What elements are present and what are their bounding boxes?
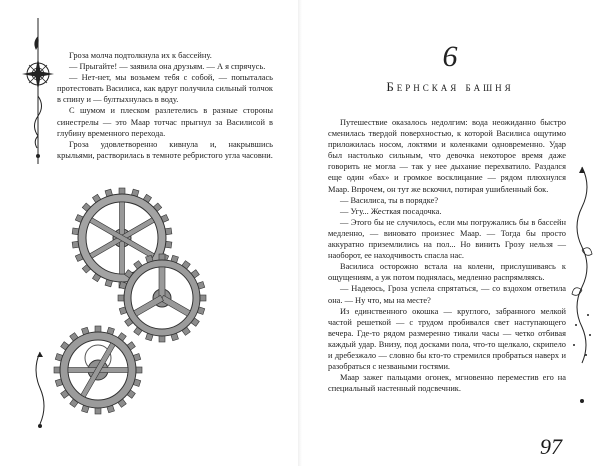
paragraph: — Нет-нет, мы возьмем тебя с собой, — попыталась протестовать Василиса, как вдруг получила сильный толчок в спину и — бултыхнулась в воду. — [57, 73, 273, 105]
paragraph: — Надеюсь, Гроза успела спрятаться, — со вздохом ответила она. — Ну что, мы на месте? — [328, 284, 566, 305]
page-number: 97 — [540, 434, 562, 459]
paragraph: Гроза молча подтолкнула их к бассейну. — [69, 51, 212, 60]
right-page — [300, 0, 600, 466]
chapter-number: 6 — [442, 40, 458, 73]
paragraph: Из единственного окошка — круглого, забранного мелкой частой решеткой — с трудом пробивался свет наступающего вечера. Где-то рядом размеренно тикали часы — четко отбивая каждый удар. Внизу, под досками пола, что-то щелкало, скрипело и дребезжало — словно бы кто-то стремился пробраться наверх и разобраться с незваными гостями. — [328, 306, 566, 372]
swirl-ornament-icon — [30, 350, 50, 430]
paragraph: Маар зажег пальцами огонек, мгновенно переместив его на специальный настенный подсвечник. — [328, 373, 566, 394]
paragraph: — Этого бы не случилось, если мы погружались бы в бассейн медленно, — виновато произнес Маар. — Тогда бы просто аккуратно приземлились на пол... Но винить Грозу нельзя — наоборот, ее находчивость спасла нас. — [328, 217, 566, 261]
paragraph: С шумом и плеском разлетелись в разные стороны синестрелы — это Маар тотчас прыгнул за Василисой в глубину временного перехода. — [57, 106, 273, 138]
right-page-text — [328, 117, 566, 394]
chapter-title: Бернская башня — [386, 79, 514, 94]
left-page-text — [57, 50, 273, 161]
vine-ornament-icon — [568, 165, 596, 405]
gear-icon — [54, 326, 142, 414]
paragraph: — Прыгайте! — заявила она друзьям. — А я спрячусь. — [69, 62, 266, 72]
paragraph: Василиса осторожно встала на колени, прислушиваясь к ощущениям, а уж потом поднялась, медленно распрямляясь. — [328, 262, 566, 283]
paragraph: — Василиса, ты в порядке? — [340, 195, 439, 205]
paragraph: Путешествие оказалось недолгим: вода неожиданно быстро сменилась твердой поверхностью, к которой Василиса ощутимо приложилась носом, локтями и коленками одновременно. Удар был настолько сильным, что девочка некоторое время даже говорить не могла — так у нее дыхание перехватило. Раздался еще один «бах» и громкое восклицание — рядом плюхнулся Маар. Впрочем, он тут же вскочил, потирая ушибленный бок. — [328, 118, 566, 194]
paragraph: — Угу... Жесткая посадочка. — [340, 206, 442, 216]
gears-illustration — [50, 188, 250, 418]
paragraph: Гроза удовлетворенно кивнула и, накрывшись крыльями, растворилась в темноте ребристого угла часовни. — [57, 139, 273, 160]
compass-ornament-icon — [18, 16, 58, 166]
left-page — [0, 0, 298, 466]
